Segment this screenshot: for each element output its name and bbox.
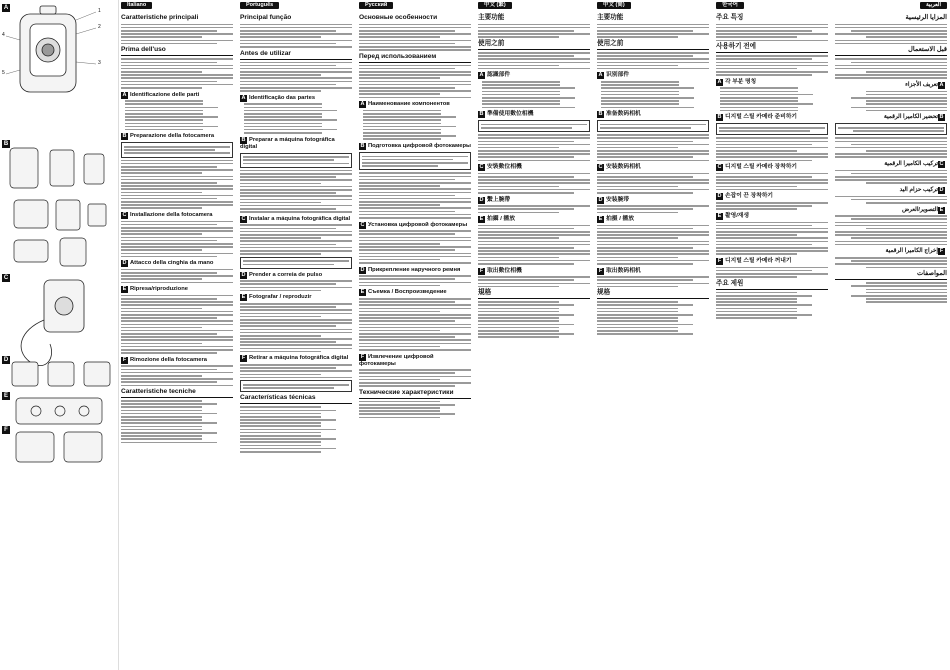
section-heading-specs: 規格	[478, 289, 492, 297]
section-letter: A	[122, 91, 127, 98]
language-tab: Italiano	[121, 2, 152, 9]
section-heading-install: C Instalar a máquina fotográfica digital	[241, 215, 351, 222]
section-heading-install: C Installazione della fotocamera	[122, 212, 213, 219]
language-tab: 한국어	[716, 2, 744, 9]
section-heading-remove: F 取出數位相機	[479, 267, 522, 274]
section-heading-install: C Установка цифровой фотокамеры	[360, 221, 468, 228]
section-heading-specs: Caratteristiche tecniche	[121, 388, 196, 396]
section-heading-parts: A 認識部件	[479, 72, 511, 79]
section-heading-remove: Fإخراج الكاميرا الرقمية	[885, 248, 944, 255]
section-heading-remove: F Retirar a máquina fotográfica digital	[241, 355, 349, 362]
figure-illustrations	[0, 0, 118, 670]
section-heading-prep: B 准备数码相机	[598, 111, 641, 118]
figure-label-d: D	[3, 357, 9, 363]
section-heading-features: Основные особенности	[359, 14, 438, 21]
section-heading-strap: D 손잡이 끈 장착하기	[717, 193, 774, 200]
section-heading-prep: B 디지털 스틸 카메라 준비하기	[717, 114, 798, 121]
section-heading-specs: 规格	[597, 289, 611, 297]
section-heading-before-use: 사용하기 전에	[716, 43, 757, 51]
callout-1: 1	[98, 8, 101, 14]
language-tab: Русский	[359, 2, 393, 9]
section-heading-remove: F Rimozione della fotocamera	[122, 356, 207, 363]
column-chinese-simplified	[597, 2, 709, 666]
section-heading-recording: E Ripresa/riproduzione	[122, 286, 188, 293]
callout-3: 3	[98, 60, 101, 66]
section-heading-recording: E 촬영/재생	[717, 212, 750, 219]
section-heading-before-use: 使用之前	[478, 39, 505, 47]
section-heading-parts: A 识别部件	[598, 72, 630, 79]
column-portugues	[240, 2, 352, 666]
figure-column	[0, 0, 119, 670]
section-heading-recording: E Fotografar / reproduzir	[241, 294, 312, 301]
section-heading-remove: F 取出数码相机	[598, 267, 641, 274]
figure-label-e: E	[3, 393, 8, 399]
figure-label-f: F	[2, 426, 10, 434]
section-heading-specs: المواصفات	[916, 270, 947, 278]
section-heading-features: 주요 특징	[716, 14, 744, 21]
section-heading-install: C 安裝數位相機	[479, 164, 522, 171]
section-heading-parts: A Identificação das partes	[241, 94, 316, 101]
section-heading-strap: D Прикрепление наручного ремня	[360, 266, 461, 273]
section-heading-prep: B Подготовка цифровой фотокамеры	[360, 143, 471, 150]
section-heading-features: المزايا الرئيسية	[905, 14, 947, 21]
section-heading-prep: B Preparazione della fotocamera	[122, 133, 215, 140]
language-tab: 中文 (繁)	[478, 2, 512, 9]
section-heading-strap: D 安装腕带	[598, 196, 630, 203]
callout-2: 2	[98, 24, 101, 30]
section-heading-before-use: Prima dell'uso	[121, 46, 166, 54]
section-heading-prep: Bتحضير الكاميرا الرقمية	[883, 114, 944, 121]
section-heading-recording: E 拍摄 / 播放	[598, 216, 635, 223]
column-korean	[716, 2, 828, 666]
section-heading-features: 主要功能	[478, 14, 505, 21]
section-heading-specs: Características técnicas	[240, 394, 316, 402]
figure-a-housing	[20, 6, 76, 92]
section-heading-before-use: قبل الاستعمال	[908, 46, 947, 54]
column-chinese-traditional	[478, 2, 590, 666]
section-heading-remove: F Извлечение цифровой фотокамеры	[359, 353, 434, 367]
section-heading-features: 主要功能	[597, 14, 624, 21]
figure-b-steps	[10, 148, 106, 266]
section-heading-parts: A 각 부분 명칭	[717, 78, 757, 85]
figure-d-strap-attach	[12, 362, 110, 386]
section-heading-prep: B 準備使用數位相機	[479, 111, 534, 118]
section-heading-parts: A Identificazione delle parti	[122, 91, 200, 98]
figure-f-remove	[16, 432, 102, 462]
figure-c-strap	[21, 280, 84, 366]
language-tab: Português	[240, 2, 279, 9]
section-heading-recording: Eالتصوير/العرض	[902, 206, 944, 213]
section-heading-remove: F 디지털 스틸 카메라 꺼내기	[717, 257, 792, 264]
callout-5: 5	[2, 70, 5, 76]
callout-4: 4	[2, 32, 5, 38]
section-heading-parts: Aتعريف الأجزاء	[905, 82, 944, 89]
section-heading-before-use: Antes de utilizar	[240, 49, 291, 57]
figure-label-a: A	[3, 5, 9, 11]
section-heading-strap: D Prender a correia de pulso	[241, 271, 323, 278]
figure-label-b: B	[3, 141, 9, 147]
section-heading-strap: D 繫上腕帶	[479, 196, 511, 203]
figure-e-buttons	[16, 398, 102, 424]
section-heading-strap: D Attacco della cinghia da mano	[122, 260, 214, 267]
section-heading-recording: E 拍攝 / 播放	[479, 216, 516, 223]
section-heading-specs: Технические характеристики	[359, 388, 454, 396]
language-tab: العربية	[920, 2, 947, 9]
language-tab: 中文 (简)	[597, 2, 631, 9]
section-heading-features: Caratteristiche principali	[121, 14, 199, 21]
section-heading-parts: A Наименование компонентов	[360, 101, 450, 108]
section-heading-before-use: Перед использованием	[359, 52, 437, 60]
section-heading-install: Cتركيب الكاميرا الرقمية	[884, 161, 944, 168]
section-heading-install: C 디지털 스틸 카메라 장착하기	[717, 164, 798, 171]
section-heading-recording: E Съемка / Воспроизведение	[360, 289, 447, 296]
section-heading-install: C 安装数码相机	[598, 164, 641, 171]
column-russian	[359, 2, 471, 666]
section-heading-features: Principal função	[240, 14, 292, 21]
section-heading-before-use: 使用之前	[597, 39, 624, 47]
figure-label-c: C	[3, 275, 9, 281]
section-heading-prep: B Preparar a máquina fotográfica digital	[240, 136, 335, 150]
section-heading-specs: 주요 제원	[716, 279, 744, 287]
column-italiano	[121, 2, 233, 666]
section-heading-strap: Dتركيب حزام اليد	[899, 186, 944, 193]
column-arabic	[835, 2, 947, 666]
